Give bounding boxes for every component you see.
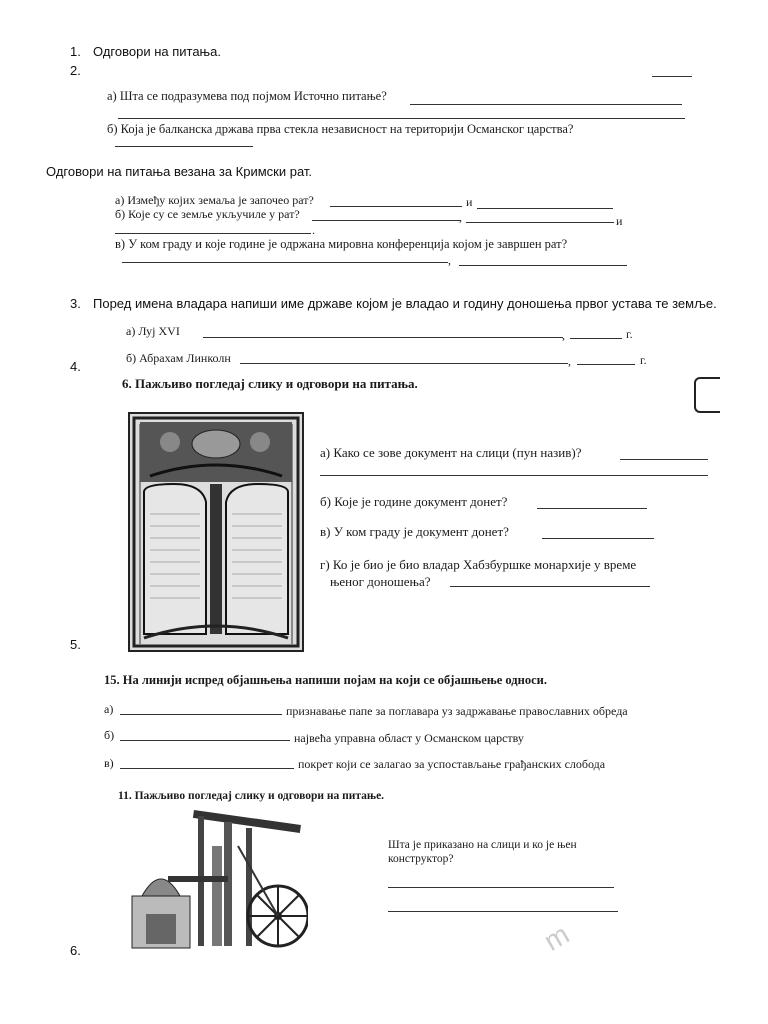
steam-engine-illustration xyxy=(128,806,308,952)
steam-engine-image xyxy=(128,806,308,952)
watermark: m xyxy=(538,918,575,957)
answer-line xyxy=(320,475,708,476)
question-document-city: в) У ком граду је документ донет? xyxy=(320,524,509,539)
machine-question-title: 11. Пажљиво погледај слику и одговори на питање. xyxy=(118,790,385,802)
ruler-louis: а) Луј XVI xyxy=(126,324,180,338)
term-row-text: покрет који се залагао за успостављање грађанских слобода xyxy=(298,757,606,771)
answer-line xyxy=(388,887,614,888)
answer-line xyxy=(120,768,294,769)
answer-line xyxy=(203,337,563,338)
year-suffix: г. xyxy=(626,327,633,341)
question-document-name: а) Како се зове документ на слици (пун назив)? xyxy=(320,445,582,460)
document-question-title: 6. Пажљиво погледај слику и одговори на питања. xyxy=(122,376,418,391)
list-number-6: 6. xyxy=(70,943,81,958)
year-suffix: г. xyxy=(640,353,647,367)
crimean-war-heading: Одговори на питања везана за Кримски рат. xyxy=(46,164,313,179)
question-balkan-state: б) Која је балканска држава прва стекла независност на територији Османског царства? xyxy=(107,122,574,136)
answer-line xyxy=(312,220,460,221)
list-number-4: 4. xyxy=(70,359,81,374)
answer-line xyxy=(122,262,448,263)
answer-line xyxy=(466,222,614,223)
answer-line xyxy=(240,363,568,364)
answer-line xyxy=(115,233,311,234)
answer-line xyxy=(537,508,647,509)
term-row-label: б) xyxy=(104,728,115,742)
answer-line xyxy=(477,208,613,209)
list-number-2: 2. xyxy=(70,63,81,78)
question-joined-countries: б) Које су се земље укључиле у рат? xyxy=(115,207,300,221)
answer-line xyxy=(115,146,253,147)
answer-line xyxy=(620,459,708,460)
answer-line xyxy=(120,740,290,741)
list-number-3: 3. xyxy=(70,296,81,311)
machine-question-line2: конструктор? xyxy=(388,853,454,865)
question-peace-conference: в) У ком граду и које године је одржана мировна конференција којом је завршен рат? xyxy=(115,237,568,251)
comma: , xyxy=(448,253,451,267)
conjunction-and: и xyxy=(616,214,623,228)
terms-question-title: 15. На линији испред објашњења напиши појам на који се објашњење односи. xyxy=(104,673,547,687)
term-row-label: в) xyxy=(104,756,114,770)
question-document-year: б) Које је године документ донет? xyxy=(320,494,508,509)
comma: , xyxy=(568,354,571,368)
conjunction-and: и xyxy=(466,195,473,209)
answer-line xyxy=(118,118,685,119)
answer-line xyxy=(577,364,635,365)
period: . xyxy=(312,223,315,237)
answer-line xyxy=(330,206,462,207)
answer-line xyxy=(120,714,282,715)
answer-line xyxy=(410,104,682,105)
list-number-1: 1. xyxy=(70,44,81,59)
list-item-3-text: Поред имена владара напиши име државе којом је владао и годину доношења првог устава те земље. xyxy=(93,296,717,311)
answer-line xyxy=(570,338,622,339)
term-row-text: највећа управна област у Османском царству xyxy=(294,731,524,745)
machine-question-line1: Шта је приказано на слици и ко је њен xyxy=(388,839,577,851)
question-eastern-question: а) Шта се подразумева под појмом Источно питање? xyxy=(107,89,387,103)
question-habsburg-ruler-line2: њеног доношења? xyxy=(330,574,431,589)
list-number-5: 5. xyxy=(70,637,81,652)
list-item-1-text: Одговори на питања. xyxy=(93,44,221,59)
score-box xyxy=(694,377,720,413)
declaration-illustration xyxy=(128,412,304,652)
question-war-countries: а) Између којих земаља је започео рат? xyxy=(115,193,314,207)
answer-line xyxy=(459,265,627,266)
short-answer-line xyxy=(652,76,692,77)
term-row-label: а) xyxy=(104,702,114,716)
comma: , xyxy=(459,210,462,224)
term-row-text: признавање папе за поглавара уз задржавање православних обреда xyxy=(286,704,628,718)
declaration-image xyxy=(130,414,302,650)
question-habsburg-ruler-line1: г) Ко је био је био владар Хабзбуршке монархије у време xyxy=(320,557,637,572)
ruler-lincoln: б) Абрахам Линколн xyxy=(126,351,231,365)
comma: , xyxy=(562,328,565,342)
answer-line xyxy=(542,538,654,539)
answer-line xyxy=(388,911,618,912)
answer-line xyxy=(450,586,650,587)
